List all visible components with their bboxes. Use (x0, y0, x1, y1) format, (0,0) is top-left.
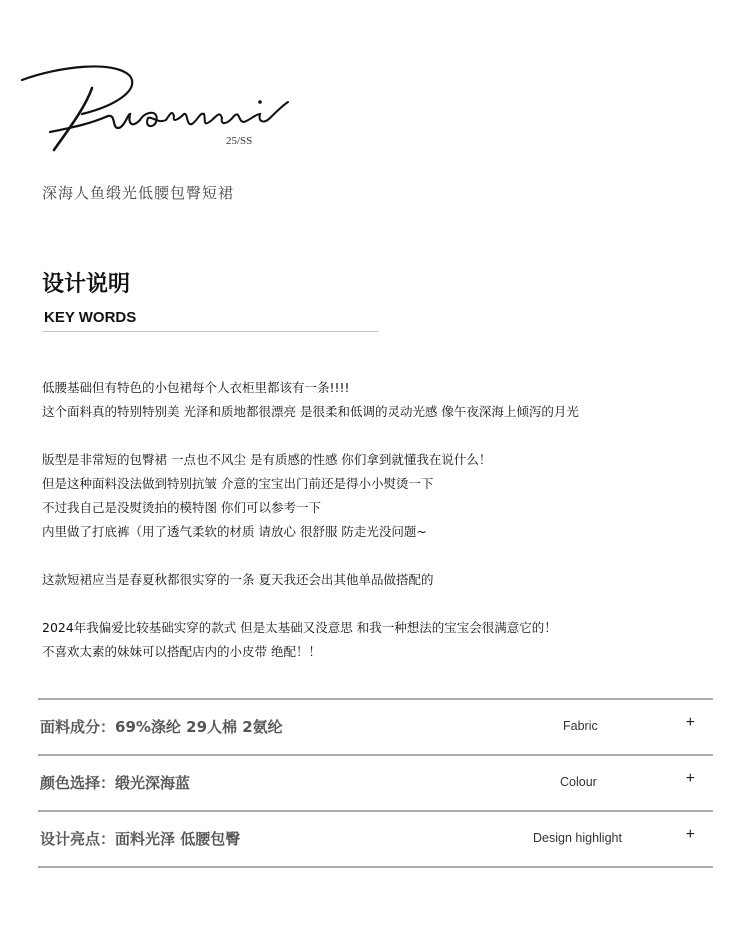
highlight-row[interactable] (38, 810, 713, 868)
fabric-en-label: Fabric (563, 719, 598, 733)
highlight-label: 设计亮点：面料光泽 低腰包臀 (40, 830, 241, 848)
fabric-row[interactable] (38, 698, 713, 754)
text-line: 这个面料真的特别特别美 光泽和质地都很漂亮 是很柔和低调的灵动光感 像午夜深海上倾泻的月光 (42, 404, 579, 419)
paragraph (42, 448, 722, 544)
text-line: 不喜欢太素的妹妹可以搭配店内的小皮带 绝配！！ (42, 644, 321, 659)
season-label: 25/SS (226, 135, 253, 147)
text-line: 2024年我偏爱比较基础实穿的款式 但是太基础又没意思 和我一种想法的宝宝会很满意它的！ (42, 620, 557, 635)
text-line: 内里做了打底裤（用了透气柔软的材质 请放心 很舒服 防走光没问题~ (42, 524, 427, 539)
text-line: 这款短裙应当是春夏秋都很实穿的一条 夏天我还会出其他单品做搭配的 (42, 572, 434, 587)
paragraph (42, 376, 722, 424)
fabric-label: 面料成分：69%涤纶 29人棉 2氨纶 (40, 718, 283, 736)
expand-fabric-icon[interactable]: + (685, 714, 695, 731)
section-heading: 设计说明 (42, 272, 131, 297)
expand-colour-icon[interactable]: + (685, 770, 695, 787)
expand-highlight-icon[interactable]: + (685, 826, 695, 843)
colour-label: 颜色选择：缎光深海蓝 (40, 774, 191, 792)
keywords-label: KEY WORDS (44, 309, 137, 326)
divider (42, 331, 378, 332)
text-line: 但是这种面料没法做到特别抗皱 介意的宝宝出门前还是得小小熨烫一下 (42, 476, 434, 491)
text-line: 不过我自己是没熨烫拍的模特图 你们可以参考一下 (42, 500, 321, 515)
colour-row[interactable] (38, 754, 713, 810)
colour-en-label: Colour (560, 775, 597, 789)
highlight-en-label: Design highlight (533, 831, 622, 845)
paragraph (42, 568, 722, 592)
description (42, 376, 722, 688)
detail-list (38, 698, 713, 868)
paragraph (42, 616, 722, 664)
product-subtitle: 深海人鱼缎光低腰包臀短裙 (42, 184, 235, 202)
text-line: 版型是非常短的包臀裙 一点也不风尘 是有质感的性感 你们拿到就懂我在说什么！ (42, 452, 492, 467)
text-line: 低腰基础但有特色的小包裙每个人衣柜里都该有一条!!!! (42, 380, 350, 395)
